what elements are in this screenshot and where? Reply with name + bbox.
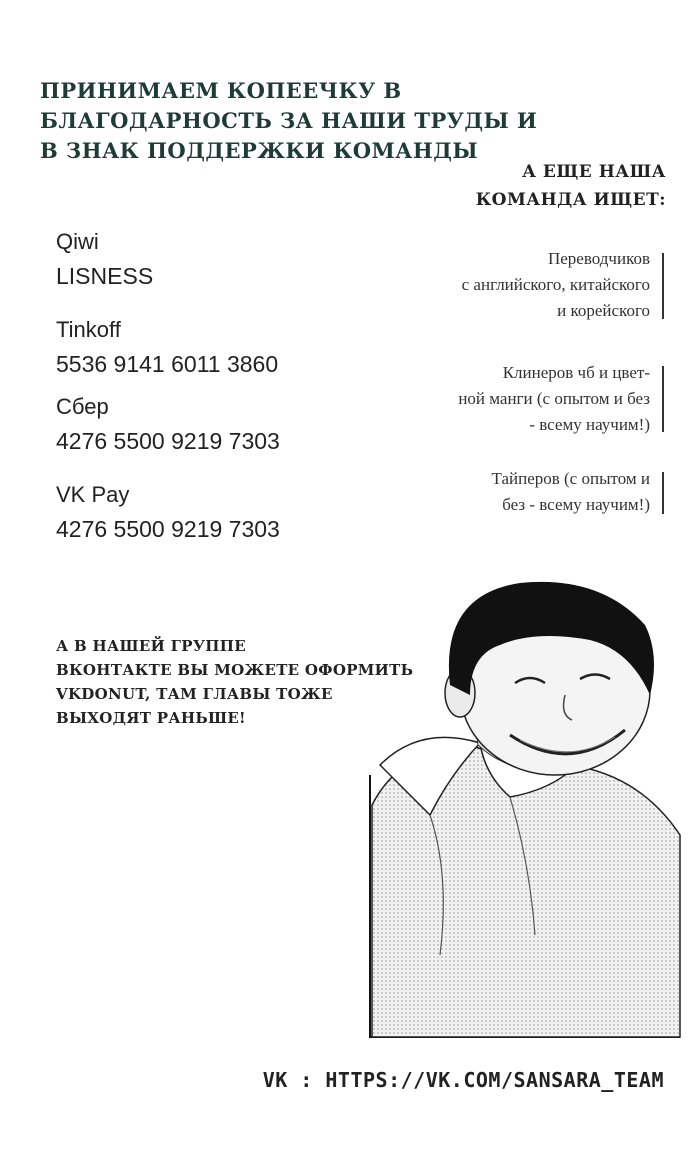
heading-line: ПРИНИМАЕМ КОПЕЕЧКУ В	[40, 78, 402, 103]
payment-qiwi	[56, 228, 153, 292]
recruit-title	[476, 158, 666, 214]
payment-value[interactable]: 5536 9141 6011 3860	[56, 351, 279, 377]
payment-vkpay	[56, 481, 280, 545]
recruit-line: ной манги (с опытом и без	[458, 389, 650, 408]
payment-label: Qiwi	[56, 229, 99, 254]
smiling-boy-illustration	[360, 575, 690, 1045]
vkdonut-notice	[56, 634, 414, 730]
payment-label: VK Pay	[56, 482, 130, 507]
notice-line: ВКОНТАКТЕ ВЫ МОЖЕТЕ ОФОРМИТЬ	[56, 661, 414, 679]
recruit-typers	[492, 466, 651, 518]
payment-label: Сбер	[56, 394, 109, 419]
payment-value[interactable]: 4276 5500 9219 7303	[56, 428, 280, 454]
heading-line: В ЗНАК ПОДДЕРЖКИ КОМАНДЫ	[40, 138, 479, 163]
recruit-divider	[662, 472, 664, 514]
heading-line: БЛАГОДАРНОСТЬ ЗА НАШИ ТРУДЫ И	[40, 108, 538, 133]
payment-value[interactable]: 4276 5500 9219 7303	[56, 516, 280, 542]
recruit-line: с английского, китайского	[461, 275, 650, 294]
payment-sber	[56, 393, 280, 457]
recruit-line: Тайперов (с опытом и	[491, 469, 650, 488]
recruit-line: Клинеров чб и цвет-	[502, 363, 650, 382]
payment-tinkoff	[56, 316, 278, 380]
recruit-divider	[662, 253, 664, 319]
recruit-divider	[662, 366, 664, 432]
notice-line: ВЫХОДЯТ РАНЬШЕ!	[56, 709, 246, 727]
donation-heading	[40, 76, 538, 166]
recruit-line: без - всему научим!)	[502, 495, 650, 514]
recruit-title-line: А ЕЩЕ НАША	[522, 162, 666, 182]
payment-value[interactable]: LISNESS	[56, 263, 154, 289]
recruit-cleaners	[458, 360, 650, 438]
vk-group-link[interactable]: VK : HTTPS://VK.COM/SANSARA_TEAM	[262, 1068, 664, 1092]
notice-line: VKDONUT, ТАМ ГЛАВЫ ТОЖЕ	[56, 685, 333, 703]
notice-line: А В НАШЕЙ ГРУППЕ	[56, 637, 246, 655]
payment-label: Tinkoff	[56, 317, 121, 342]
recruit-title-line: КОМАНДА ИЩЕТ:	[475, 190, 666, 210]
recruit-line: и корейского	[557, 301, 650, 320]
recruit-line: Переводчиков	[547, 249, 650, 268]
recruit-line: - всему научим!)	[529, 415, 650, 434]
recruit-translators	[462, 246, 650, 324]
